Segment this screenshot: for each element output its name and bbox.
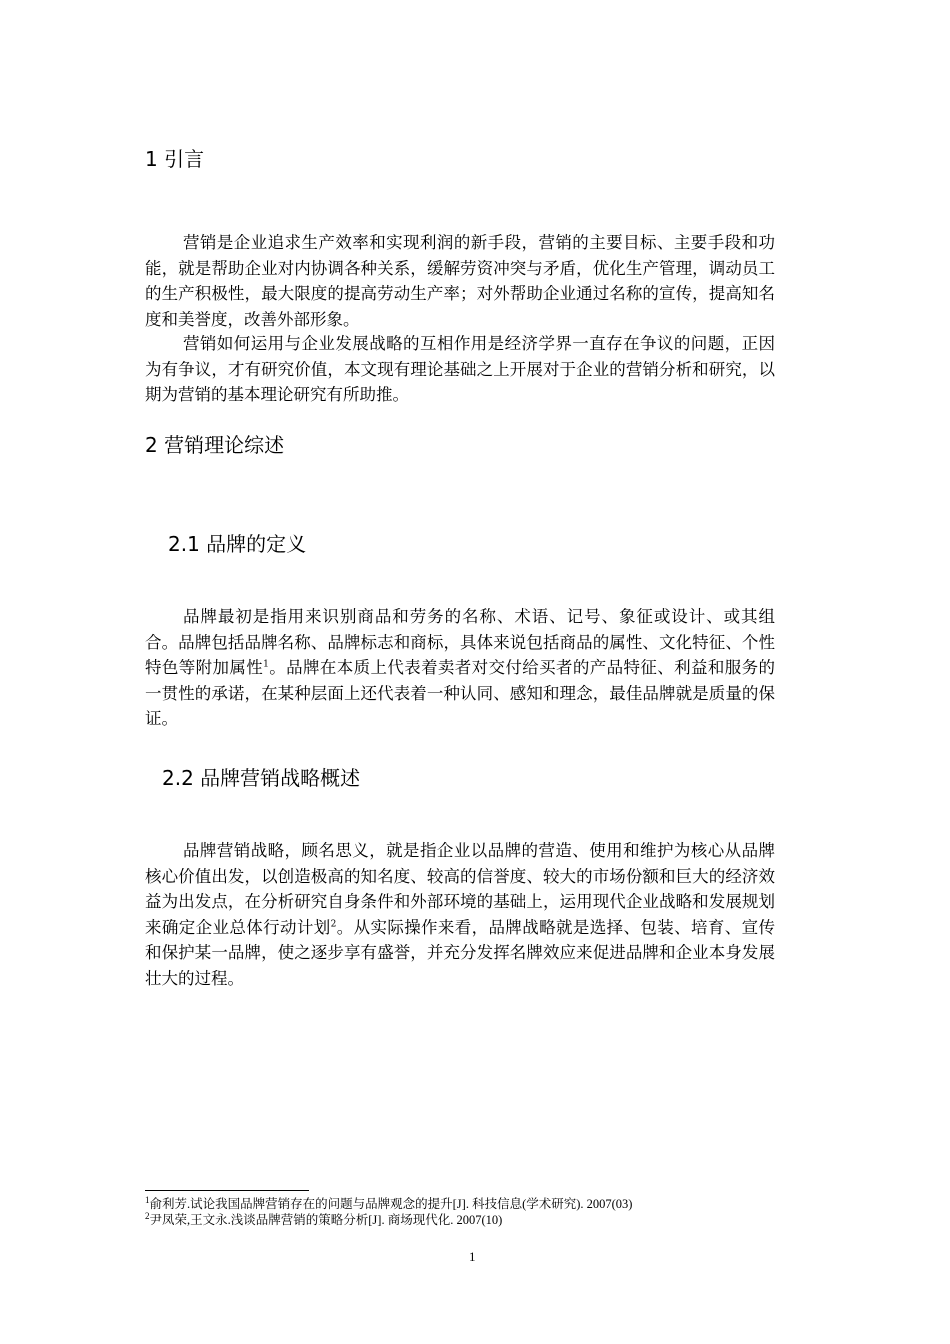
brand-definition-text-a: 品牌最初是指用来识别商品和劳务的名称、术语、记号、象征或设计、或其组合。品牌包括品牌名称、品牌标志和商标，具体来说包括商品的属性、文化特征、个性特色等附加属性 <box>145 607 775 677</box>
subsection-heading-brand-strategy: 2.2 品牌营销战略概述 <box>162 766 361 790</box>
brand-strategy-text-a: 品牌营销战略，顾名思义，就是指企业以品牌的营造、使用和维护为核心从品牌核心价值出发，以创造极高的知名度、较高的信誉度、较大的市场份额和巨大的经济效益为出发点，在分析研究自身条件和外部环境的基础上，运用现代企业战略和发展规划来确定企业总体行动计划 <box>145 841 775 937</box>
footnote-1-mark: 1 <box>145 1194 150 1205</box>
subsection-heading-brand-definition: 2.1 品牌的定义 <box>168 532 307 556</box>
section-heading-marketing-theory: 2 营销理论综述 <box>145 433 285 457</box>
footnote-2-mark: 2 <box>145 1210 150 1221</box>
page-number: 1 <box>469 1249 476 1264</box>
footnote-ref-2: 2 <box>330 919 337 929</box>
footnote-ref-1: 1 <box>263 659 269 670</box>
brand-strategy-text-b: 。从实际操作来看，品牌战略就是选择、包装、培育、宣传和保护某一品牌，使之逐步享有盛誉，并充分发挥名牌效应来促进品牌和企业本身发展壮大的过程。 <box>145 917 776 988</box>
paragraph-brand-definition <box>145 604 775 732</box>
brand-definition-text-b: 。品牌在本质上代表着卖者对交付给买者的产品特征、利益和服务的一贯性的承诺，在某种层面上还代表着一种认同、感知和理念，最佳品牌就是质量的保证。 <box>145 658 776 728</box>
footnote-separator <box>145 1190 309 1191</box>
footnote-1-text: 俞利芳.试论我国品牌营销存在的问题与品牌观念的提升[J]. 科技信息(学术研究). 2007(03) <box>149 1197 633 1211</box>
section-heading-intro: 1 引言 <box>145 147 205 171</box>
footnote-2-text: 尹凤荣,王文永.浅谈品牌营销的策略分析[J]. 商场现代化. 2007(10) <box>149 1213 503 1227</box>
paragraph-intro-1: 营销是企业追求生产效率和实现利润的新手段，营销的主要目标、主要手段和功能，就是帮助企业对内协调各种关系，缓解劳资冲突与矛盾，优化生产管理，调动员工的生产积极性，最大限度的提高劳动生产率；对外帮助企业通过名称的宣传，提高知名度和美誉度，改善外部形象。 <box>145 233 775 329</box>
paragraph-intro-2: 营销如何运用与企业发展战略的互相作用是经济学界一直存在争议的问题，正因为有争议，才有研究价值，本文现有理论基础之上开展对于企业的营销分析和研究，以期为营销的基本理论研究有所助推。 <box>145 334 775 404</box>
footnote-2 <box>145 1212 502 1228</box>
paragraph-brand-strategy <box>145 838 775 991</box>
footnote-1 <box>145 1196 632 1212</box>
